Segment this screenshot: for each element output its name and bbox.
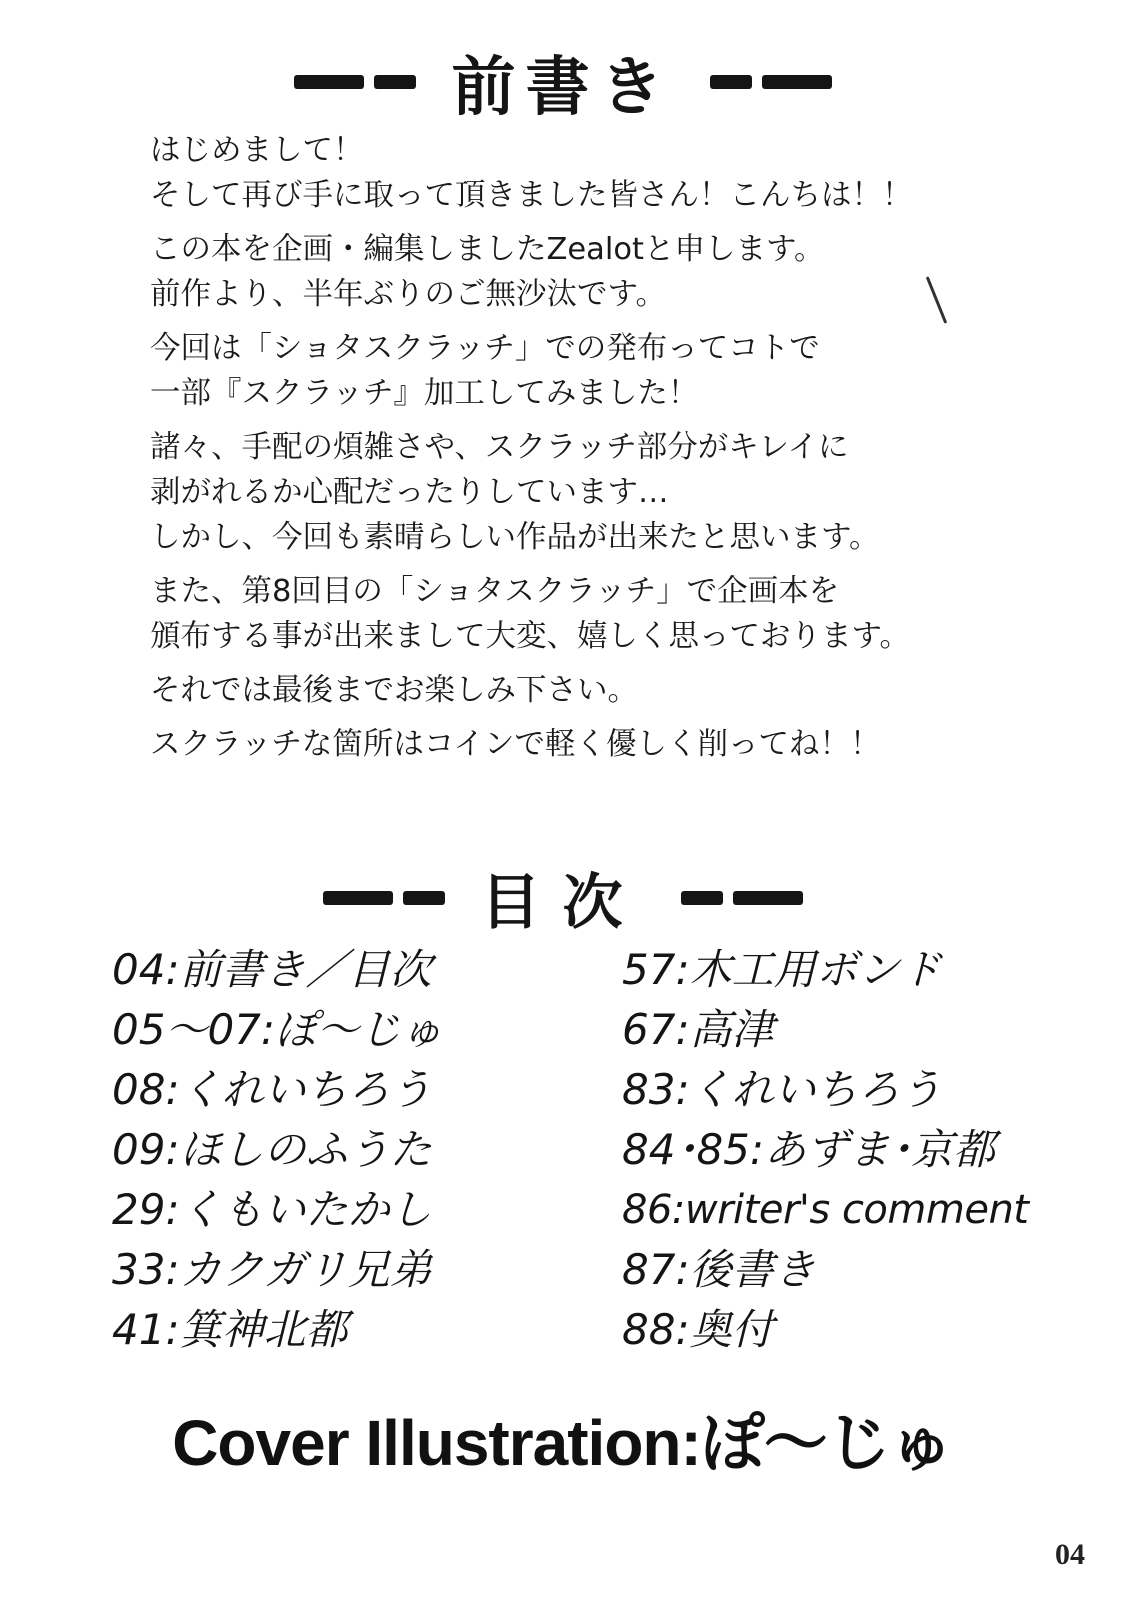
toc-entry: 41:箕神北都 bbox=[112, 1305, 348, 1354]
heading-dash-right bbox=[681, 891, 803, 905]
preface-line: 諸々、手配の煩雑さや、スクラッチ部分がキレイに bbox=[150, 430, 849, 465]
toc-heading bbox=[0, 860, 1125, 936]
preface-line: それでは最後までお楽しみ下さい。 bbox=[150, 673, 638, 708]
preface-paragraph bbox=[150, 128, 1050, 218]
toc-entry: 05〜07:ぽ〜じゅ bbox=[112, 1005, 444, 1054]
preface-line: 剥がれるか心配だったりしています… bbox=[150, 475, 669, 510]
page-number: 04 bbox=[1055, 1538, 1085, 1571]
toc-entry: 84･85:あずま･京都 bbox=[622, 1125, 996, 1174]
preface-title: 前書き bbox=[451, 51, 674, 125]
toc-entry: 67:高津 bbox=[622, 1005, 774, 1054]
heading-dash-left bbox=[294, 75, 416, 89]
toc-entry: 09:ほしのふうた bbox=[112, 1125, 432, 1174]
preface-line: はじめまして！ bbox=[150, 133, 364, 168]
preface-line: しかし、今回も素晴らしい作品が出来たと思います。 bbox=[150, 520, 880, 555]
preface-paragraph bbox=[150, 569, 1050, 659]
preface-line: 前作より、半年ぶりのご無沙汰です。 bbox=[150, 277, 667, 312]
toc-entry: 57:木工用ボンド bbox=[622, 945, 942, 994]
cover-credit: Cover Illustration:ぽ〜じゅ bbox=[172, 1407, 953, 1479]
toc-title: 目次 bbox=[480, 868, 645, 938]
toc-entry: 04:前書き／目次 bbox=[112, 945, 432, 994]
preface-line: また、第8回目の「ショタスクラッチ」で企画本を bbox=[150, 574, 840, 609]
preface-line: スクラッチな箇所はコインで軽く優しく削ってね！！ bbox=[150, 727, 881, 762]
preface-paragraph bbox=[150, 425, 1050, 560]
preface-line: そして再び手に取って頂きました皆さん！こんちは！！ bbox=[150, 178, 913, 213]
toc-entry: 86:writer's comment bbox=[622, 1187, 1029, 1233]
preface-line: この本を企画・編集しましたZealotと申します。 bbox=[150, 232, 825, 267]
toc-entry: 83:くれいちろう bbox=[622, 1065, 942, 1114]
preface-paragraph bbox=[150, 722, 1050, 767]
toc-entry: 88:奥付 bbox=[622, 1305, 774, 1354]
toc-entry: 08:くれいちろう bbox=[112, 1065, 432, 1114]
preface-line: 今回は「ショタスクラッチ」での発布ってコトで bbox=[150, 331, 820, 366]
preface-line: 一部『スクラッチ』加工してみました！ bbox=[150, 376, 699, 411]
heading-dash-right bbox=[710, 75, 832, 89]
toc-right-column bbox=[622, 940, 1082, 1360]
preface-paragraph bbox=[150, 227, 1050, 317]
toc-left-column bbox=[112, 940, 582, 1360]
preface-body bbox=[150, 128, 1050, 776]
preface-line: 頒布する事が出来まして大変、嬉しく思っております。 bbox=[150, 619, 911, 654]
toc-entry: 29:くもいたかし bbox=[112, 1185, 432, 1234]
toc-entry: 87:後書き bbox=[622, 1245, 816, 1294]
preface-heading bbox=[0, 42, 1125, 125]
preface-paragraph bbox=[150, 668, 1050, 713]
toc-entry: 33:カクガリ兄弟 bbox=[112, 1245, 432, 1294]
preface-paragraph bbox=[150, 326, 1050, 416]
heading-dash-left bbox=[323, 891, 445, 905]
